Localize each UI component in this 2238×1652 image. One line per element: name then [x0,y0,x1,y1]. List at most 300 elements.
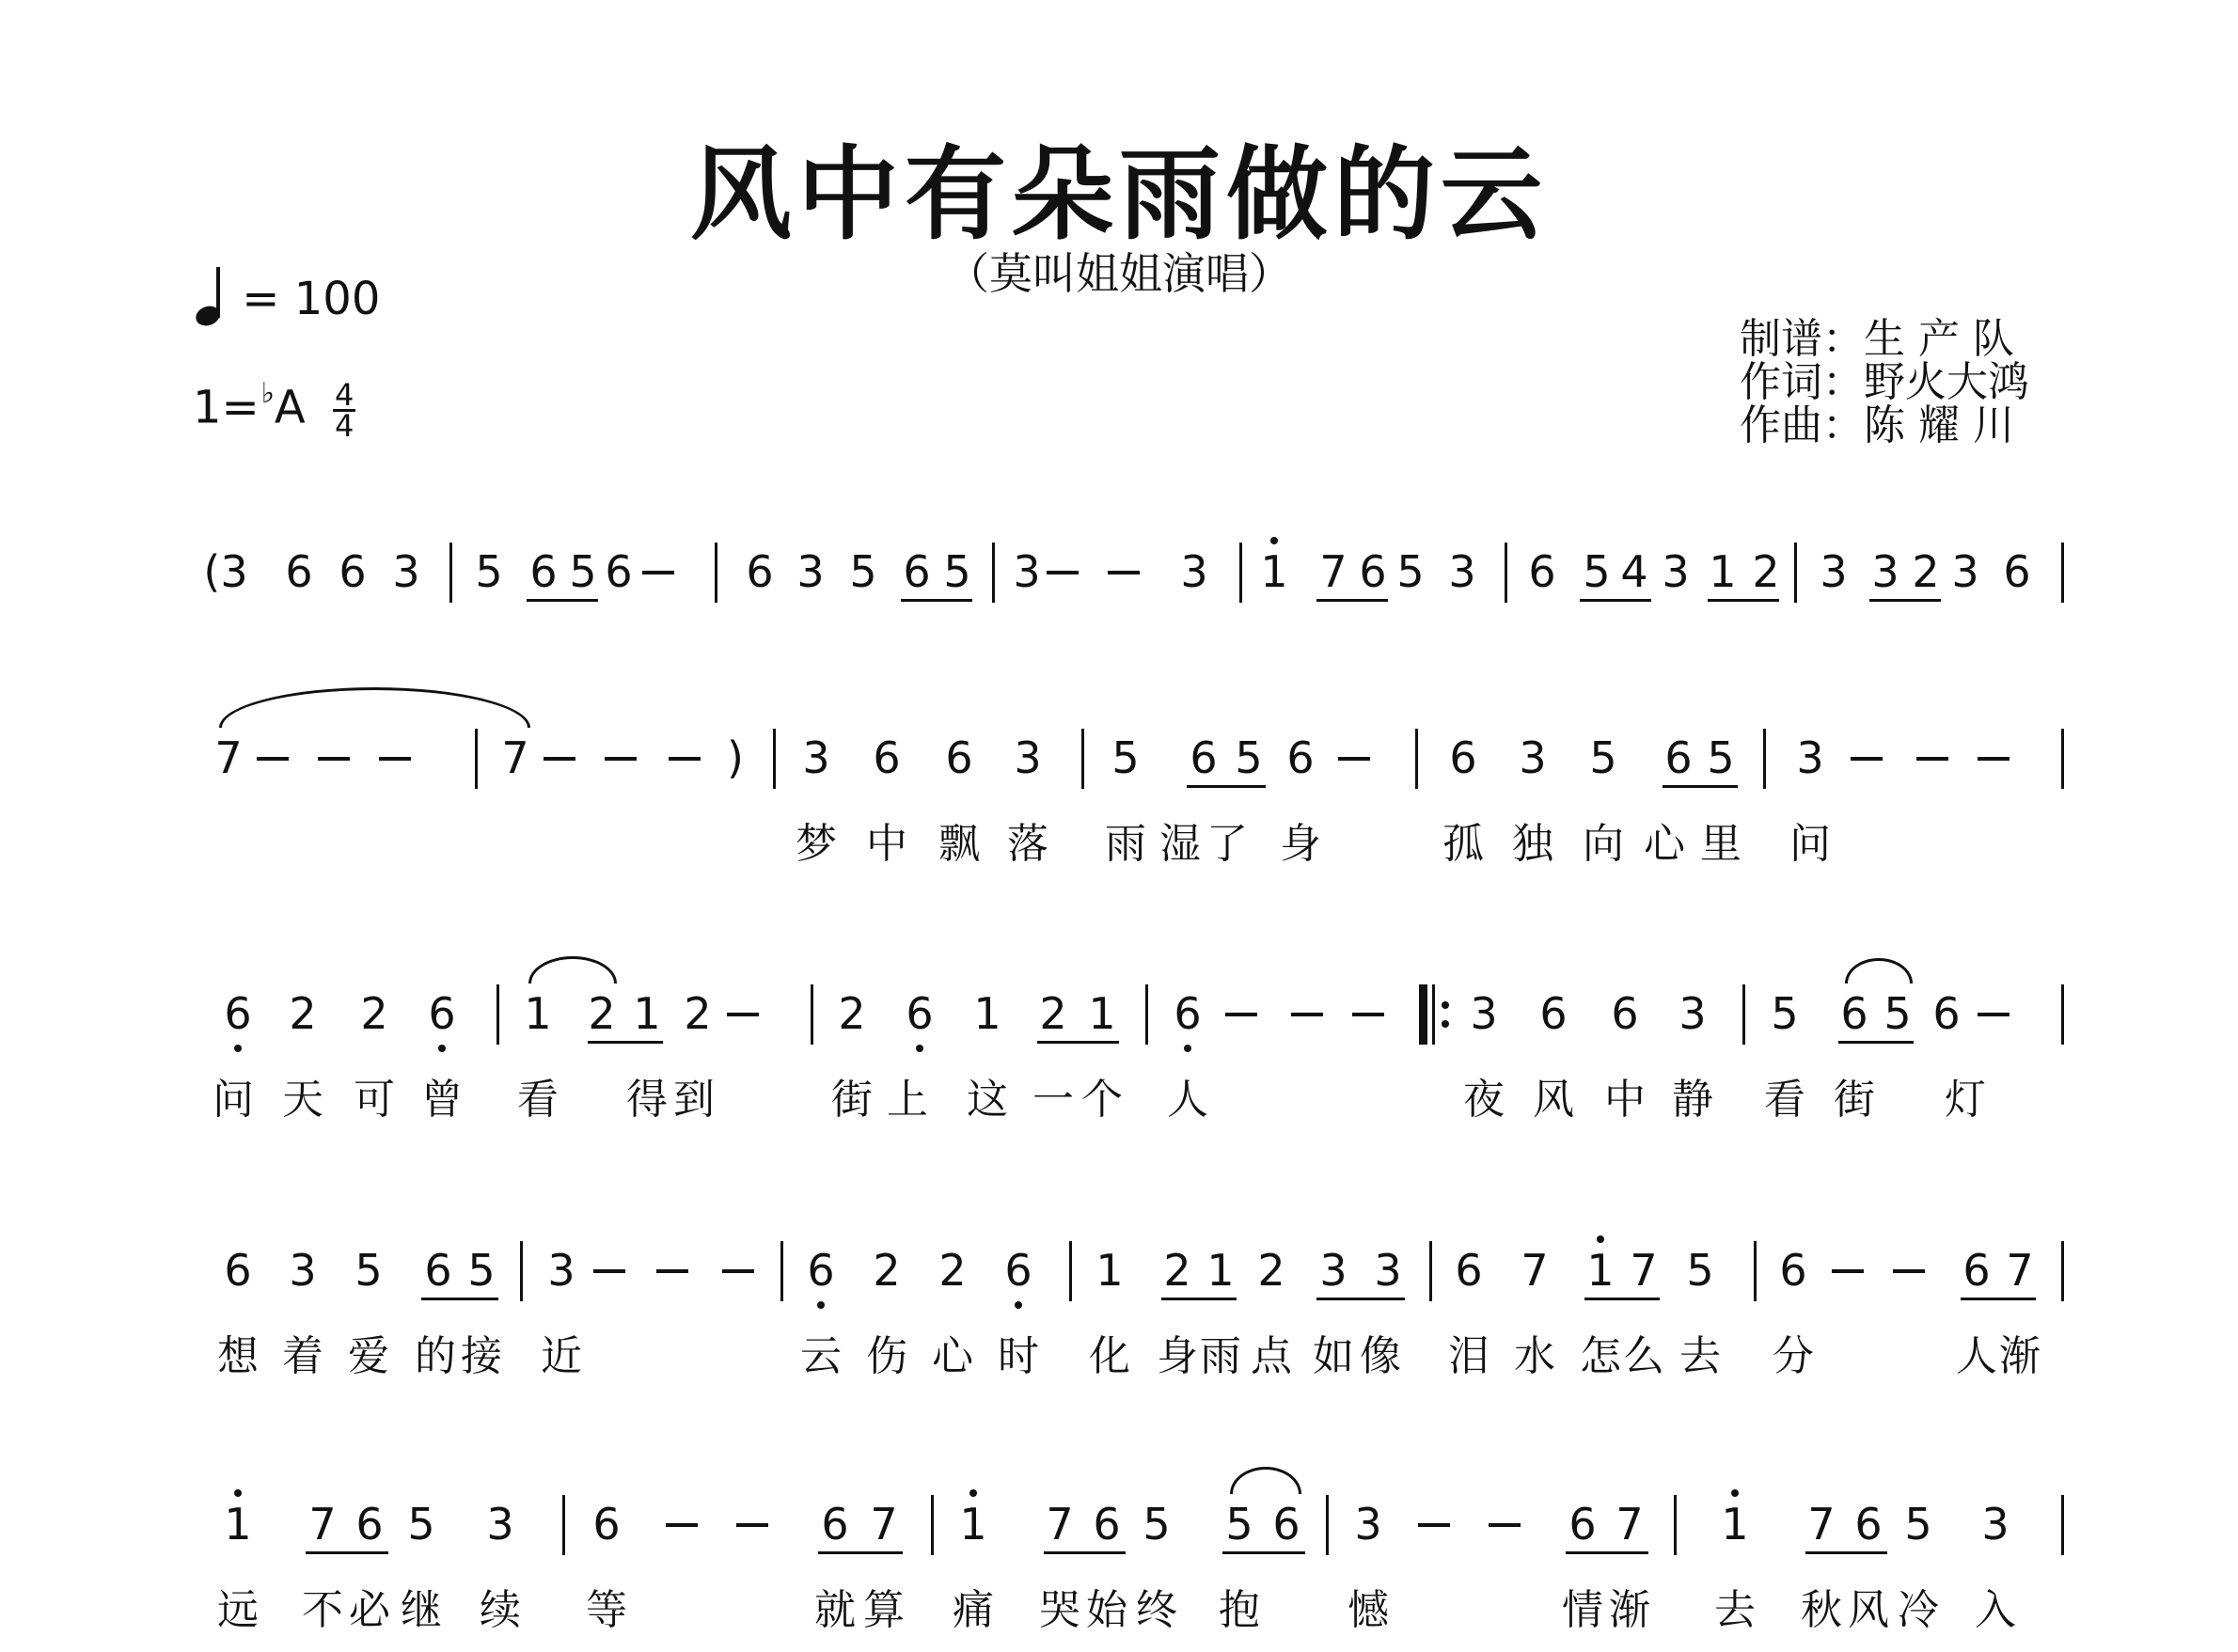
eighth-underline [421,1298,498,1300]
credit-composer: 作曲：陈 耀 川 [1740,401,2014,449]
duration-dash [1338,757,1370,761]
eighth-underline [527,599,598,602]
note-digit: 6 [746,546,774,597]
note-digit: 1 [1260,546,1288,597]
bar-line [2061,1241,2064,1301]
note-digit: 6 [424,1245,452,1296]
octave-high-dot [1731,1489,1739,1497]
note-digit: 6 [906,988,934,1039]
slur-arc [219,687,530,728]
lyric-char: 分 [1773,1332,1814,1380]
note-digit: 6 [529,546,558,597]
bar-line [931,1495,934,1555]
lyric-char: 天 [282,1076,323,1124]
note-digit: 7 [1807,1499,1836,1550]
lyric-char: 着 [282,1332,323,1380]
tempo-marking [196,269,380,325]
bar-line [1081,729,1084,789]
lyric-char: 算 [863,1586,905,1634]
eighth-underline [1584,1298,1660,1300]
lyric-char: 远 [217,1586,259,1634]
octave-low-dot [916,1045,923,1052]
note-digit: 7 [1046,1499,1074,1550]
lyric-char: 始 [1086,1586,1127,1634]
eighth-underline [1161,1298,1237,1300]
note-digit: 2 [684,988,712,1039]
lyric-char: 风 [1533,1076,1574,1124]
lyric-char: 静 [1672,1076,1713,1124]
note-digit: 6 [945,732,973,783]
note-digit: 5 [1904,1499,1932,1550]
note-digit: 6 [1611,988,1639,1039]
note-digit: 3 [1678,988,1707,1039]
note-digit: 1 [1206,1245,1235,1296]
lyric-char: 灯 [1945,1076,1986,1124]
duration-dash [736,1523,768,1527]
note-digit: 3 [547,1245,575,1296]
note-digit: 1 [524,988,552,1039]
lyric-char: 风 [1848,1586,1889,1634]
lyric-char: 身 [1157,1332,1198,1380]
note-digit: (3 [203,546,248,597]
note-digit: 6 [1174,988,1202,1039]
note-digit: 6 [224,1245,252,1296]
lyric-char: 爱 [348,1332,389,1380]
note-digit: 5 [475,546,503,597]
lyric-char: 时 [998,1332,1039,1380]
note-digit: 3 [1871,546,1899,597]
lyric-char: 接 [461,1332,502,1380]
note-digit: 6 [1779,1245,1807,1296]
note-digit: 6 [873,732,901,783]
duration-dash [1893,1269,1925,1273]
duration-dash [722,1269,754,1273]
bar-line [773,729,776,789]
key-letter: A [274,381,306,434]
bar-line [1145,984,1148,1045]
lyric-char: 人 [1956,1332,1997,1380]
note-digit: 2 [1752,546,1780,597]
note-digit: ) [727,732,744,783]
lyric-char: 渐 [1609,1586,1650,1634]
note-digit: 6 [2003,546,2031,597]
duration-dash [544,757,575,761]
note-digit: 5 [1771,988,1799,1039]
note-digit: 6 [1664,732,1693,783]
lyric-char: 看 [517,1076,559,1124]
note-digit: 6 [339,546,367,597]
slur-arc [1230,1467,1301,1494]
eighth-underline [588,1041,663,1044]
note-digit: 3 [486,1499,514,1550]
repeat-dot [1442,1020,1449,1028]
lyric-char: 续 [480,1586,521,1634]
note-digit: 5 [1143,1499,1171,1550]
eighth-underline [1222,1551,1305,1554]
repeat-dot [1442,1001,1449,1009]
duration-dash [669,757,701,761]
note-digit: 3 [1354,1499,1382,1550]
bar-line [1674,1495,1677,1555]
lyric-char: 里 [1700,820,1742,868]
duration-dash [727,1013,759,1016]
lyric-char: 不 [302,1586,343,1634]
octave-low-dot [1184,1045,1191,1052]
note-digit: 5 [1235,732,1263,783]
lyric-char: 近 [541,1332,582,1380]
note-digit: 6 [821,1499,849,1550]
note-digit: 5 [1883,988,1912,1039]
octave-high-dot [234,1489,242,1497]
bar-line [1429,1241,1432,1301]
note-digit: 6 [903,546,931,597]
lyric-char: 向 [1583,820,1624,868]
octave-high-dot [969,1489,977,1497]
lyric-char: 曾 [421,1076,463,1124]
lyric-char: 身 [1280,820,1321,868]
note-digit: 3 [1519,732,1547,783]
bar-line [2061,729,2064,789]
bar-line [449,543,452,603]
bar-line [475,729,478,789]
lyric-char: 心 [932,1332,973,1380]
duration-dash [1916,757,1948,761]
note-digit: 7 [1630,1245,1658,1296]
lyric-char: 雨 [1105,820,1146,868]
duration-dash [1352,1013,1384,1016]
lyric-char: 么 [1623,1332,1664,1380]
note-digit: 5 [407,1499,435,1550]
note-digit: 2 [1912,546,1940,597]
lyric-char: 终 [1136,1586,1177,1634]
note-digit: 7 [501,732,529,783]
lyric-char: 的 [415,1332,456,1380]
lyric-char: 必 [349,1586,390,1634]
note-digit: 2 [938,1245,967,1296]
lyric-char: 孤 [1442,820,1484,868]
duration-dash [1225,1013,1257,1016]
note-digit: 7 [214,732,243,783]
note-digit: 1 [973,988,1001,1039]
bar-line [1754,1241,1757,1301]
lyric-char: 上 [887,1076,928,1124]
note-digit: 6 [1272,1499,1300,1550]
tempo-value: = 100 [242,273,381,325]
duration-dash [1489,1523,1521,1527]
lyric-char: 到 [673,1076,715,1124]
note-digit: 7 [870,1499,898,1550]
note-digit: 6 [285,546,313,597]
lyric-char: 可 [354,1076,395,1124]
note-digit: 2 [1257,1245,1285,1296]
note-digit: 6 [1359,546,1387,597]
note-digit: 3 [1951,546,1979,597]
note-digit: 2 [1039,988,1067,1039]
duration-dash [1978,757,2009,761]
bar-line [811,984,813,1045]
lyric-char: 等 [586,1586,627,1634]
lyric-char: 雨 [1200,1332,1241,1380]
note-digit: 6 [1539,988,1568,1039]
octave-low-dot [817,1301,825,1309]
note-digit: 2 [873,1245,901,1296]
lyric-char: 哭 [1039,1586,1080,1634]
bar-line [1505,543,1507,603]
note-digit: 3 [1796,732,1824,783]
note-digit: 6 [1190,732,1218,783]
note-digit: 3 [1470,988,1498,1039]
note-digit: 5 [1225,1499,1253,1550]
note-digit: 1 [1721,1499,1749,1550]
slur-arc [528,956,617,983]
quarter-note-icon [196,269,228,325]
eighth-underline [1961,1298,2036,1300]
lyric-char: 憾 [1348,1586,1389,1634]
lyric-char: 个 [1081,1076,1123,1124]
song-subtitle: （莫叫姐姐演唱） [946,248,1292,299]
eighth-underline [1838,1041,1914,1044]
bar-line [2061,1495,2064,1555]
note-digit: 2 [1163,1245,1191,1296]
note-digit: 6 [605,546,633,597]
lyric-char: 一 [1032,1076,1074,1124]
lyric-char: 了 [1206,820,1248,868]
lyric-char: 云 [800,1332,842,1380]
note-digit: 6 [1840,988,1868,1039]
lyric-char: 去 [1679,1332,1721,1380]
lyric-char: 街 [1834,1076,1875,1124]
lyric-char: 抱 [1219,1586,1260,1634]
duration-dash [593,1269,625,1273]
lyric-char: 中 [1604,1076,1646,1124]
bar-line [2061,543,2064,603]
duration-dash [1978,1013,2009,1016]
octave-low-dot [1015,1301,1022,1309]
duration-dash [1291,1013,1323,1016]
bar-line [1415,729,1418,789]
eighth-underline [1708,599,1779,602]
note-digit: 5 [1707,732,1735,783]
lyric-char: 泪 [1448,1332,1489,1380]
bar-line [2061,984,2064,1045]
bar-line [1326,1495,1329,1555]
note-digit: 1 [1095,1245,1124,1296]
note-digit: 5 [1396,546,1425,597]
lyric-char: 情 [1562,1586,1603,1634]
lyric-char: 街 [831,1076,873,1124]
lyric-char: 去 [1714,1586,1756,1634]
eighth-underline [1869,599,1941,602]
note-digit: 3 [1014,732,1042,783]
note-digit: 5 [1686,1245,1714,1296]
lyric-char: 如 [1313,1332,1354,1380]
octave-low-dot [438,1045,446,1052]
lyric-char: 中 [866,820,907,868]
lyric-char: 继 [401,1586,442,1634]
note-digit: 1 [224,1499,252,1550]
note-digit: 7 [1615,1499,1644,1550]
bar-line [562,1495,565,1555]
lyric-char: 秋 [1801,1586,1842,1634]
duration-dash [1108,571,1140,574]
eighth-underline [901,599,972,602]
note-digit: 6 [1286,732,1315,783]
note-digit: 3 [1319,1245,1348,1296]
repeat-bar-thin [1432,984,1435,1045]
eighth-underline [1805,1551,1887,1554]
octave-high-dot [1270,537,1278,544]
note-digit: 1 [959,1499,987,1550]
note-digit: 6 [224,988,252,1039]
bar-line [496,984,499,1045]
lyric-char: 化 [1089,1332,1130,1380]
bar-line [1742,984,1745,1045]
note-digit: 2 [360,988,388,1039]
eighth-underline [1316,1298,1405,1300]
eighth-underline [1566,1551,1648,1554]
eighth-underline [1037,1041,1119,1044]
lyric-char: 点 [1251,1332,1292,1380]
duration-dash [656,1269,688,1273]
note-digit: 1 [1586,1245,1615,1296]
note-digit: 5 [569,546,597,597]
note-digit: 6 [1449,732,1477,783]
lyric-char: 水 [1514,1332,1555,1380]
bar-line [992,543,995,603]
note-digit: 1 [1709,546,1737,597]
key-prefix: 1= [193,381,260,434]
duration-dash [1832,1269,1864,1273]
note-digit: 3 [1820,546,1848,597]
note-digit: 5 [1583,546,1611,597]
duration-dash [1047,571,1079,574]
lyric-char: 像 [1360,1332,1401,1380]
note-digit: 5 [849,546,877,597]
note-digit: 7 [1319,546,1348,597]
song-title: 风中有朵雨做的云 [689,136,1548,254]
note-digit: 3 [1981,1499,2009,1550]
credits-block [1740,315,2029,449]
flat-sign: ♭ [260,376,275,410]
bar-line [520,1241,523,1301]
lyric-char: 痛 [953,1586,994,1634]
duration-dash [318,757,350,761]
slur-arc [1845,958,1913,983]
lyric-char: 落 [1007,820,1048,868]
note-digit: 7 [1521,1245,1549,1296]
lyric-char: 就 [814,1586,856,1634]
note-digit: 6 [1528,546,1556,597]
note-digit: 5 [467,1245,496,1296]
eighth-underline [306,1551,388,1554]
bar-line [780,1241,783,1301]
eighth-underline [1044,1551,1126,1554]
note-digit: 6 [807,1245,835,1296]
note-digit: 3 [802,732,830,783]
duration-dash [1851,757,1883,761]
lyric-char: 人 [1167,1076,1208,1124]
note-digit: 1 [1088,988,1116,1039]
note-digit: 3 [796,546,825,597]
note-digit: 1 [633,988,661,1039]
note-digit: 7 [308,1499,337,1550]
note-digit: 6 [1004,1245,1032,1296]
lyric-char: 问 [213,1076,254,1124]
lyric-char: 独 [1512,820,1553,868]
duration-dash [1418,1523,1450,1527]
credit-lyricist: 作词：野火大鸿 [1740,358,2029,406]
lyric-char: 想 [217,1332,259,1380]
bar-line [1794,543,1797,603]
duration-dash [257,757,289,761]
lyric-char: 伤 [866,1332,907,1380]
bar-line [715,543,717,603]
note-digit: 2 [289,988,317,1039]
note-digit: 6 [592,1499,621,1550]
key-signature [193,376,355,444]
lyric-char: 湿 [1159,820,1201,868]
note-digit: 6 [1854,1499,1883,1550]
lyric-char: 冷 [1898,1586,1939,1634]
note-digit: 6 [355,1499,384,1550]
octave-high-dot [1597,1235,1604,1243]
note-digit: 6 [1932,988,1961,1039]
octave-low-dot [234,1045,242,1052]
repeat-bar-thick [1419,984,1427,1045]
note-digit: 5 [355,1245,383,1296]
lyric-char: 夜 [1463,1076,1505,1124]
eighth-underline [1580,599,1651,602]
note-digit: 3 [1180,546,1208,597]
bar-line [1069,1241,1072,1301]
note-digit: 3 [289,1245,317,1296]
lyric-char: 怎 [1580,1332,1621,1380]
time-numerator: 4 [335,377,355,413]
lyric-char: 这 [967,1076,1008,1124]
lyric-char: 看 [1764,1076,1805,1124]
note-digit: 6 [1093,1499,1121,1550]
bar-line [1763,729,1766,789]
note-digit: 6 [1455,1245,1483,1296]
note-digit: 3 [1013,546,1041,597]
note-digit: 7 [2006,1245,2034,1296]
note-digit: 3 [392,546,420,597]
eighth-underline [1663,785,1738,788]
note-digit: 4 [1620,546,1648,597]
lyric-char: 梦 [796,820,837,868]
lyric-char: 入 [1975,1586,2016,1634]
duration-dash [379,757,411,761]
note-digit: 6 [1962,1245,1991,1296]
time-signature [333,377,355,444]
note-digit: 6 [1568,1499,1597,1550]
note-digit: 3 [1448,546,1476,597]
eighth-underline [1187,785,1266,788]
eighth-underline [1316,599,1388,602]
note-digit: 6 [428,988,456,1039]
note-digit: 5 [1111,732,1140,783]
time-denominator: 4 [335,408,355,444]
note-digit: 5 [1589,732,1617,783]
note-digit: 2 [588,988,616,1039]
lyric-char: 心 [1644,820,1685,868]
duration-dash [666,1523,698,1527]
lyric-char: 问 [1789,820,1831,868]
note-digit: 3 [1662,546,1690,597]
note-digit: 5 [943,546,971,597]
bar-line [1239,543,1242,603]
duration-dash [605,757,637,761]
